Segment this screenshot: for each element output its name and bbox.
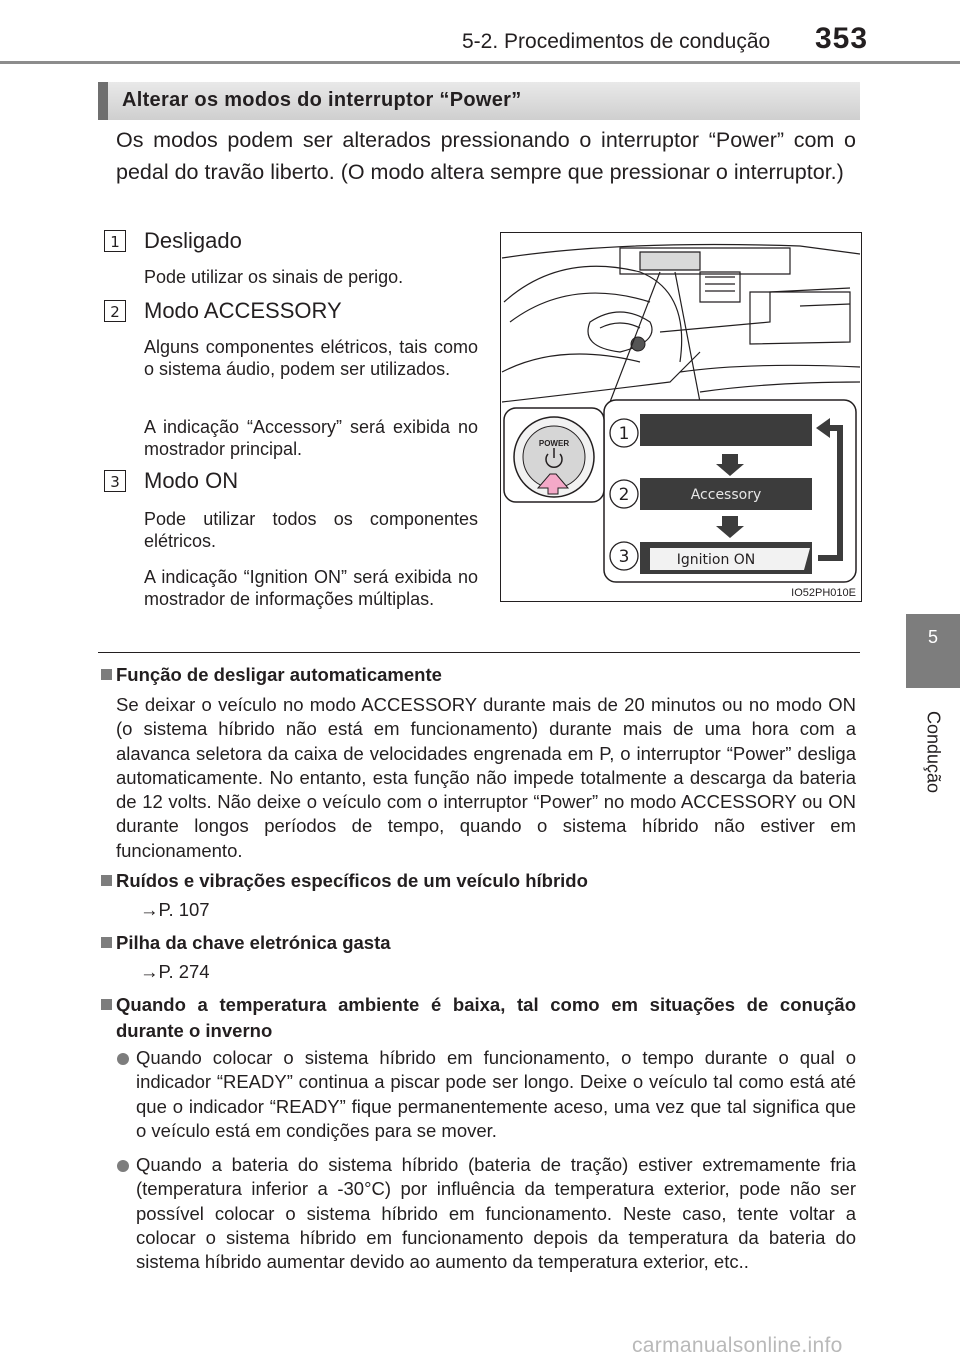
chapter-tab-number: 5 <box>906 614 960 688</box>
note-2-ref: →P. 107 <box>140 899 210 920</box>
note-4-title: Quando a temperatura ambiente é baixa, tal como em situações de conução durante o inverno <box>116 994 856 1041</box>
section-title-bar <box>98 82 860 120</box>
note-4-bullet-2: Quando a bateria do sistema híbrido (bateria de tração) estiver extremamente fria (temperatura inferior a -30°C) por influência da temperatura exterior, pode não ser possível colocar o sistema híbrido em funcionamento. Neste caso, tente voltar a colocar o sistema híbrido em funcionamento depois da temperatura da bateria do sistema híbrido aumentar devido ao aumento da temperatura exterior, etc.. <box>136 1154 856 1273</box>
display-off <box>640 414 812 446</box>
step-3-desc-a: Pode utilizar todos os componentes elétricos. <box>144 509 478 551</box>
header-rule <box>0 61 960 64</box>
display-ignition-text: Ignition ON <box>676 552 756 568</box>
chapter-tab-label <box>906 688 960 818</box>
callout-2-label: 2 <box>618 485 630 505</box>
note-3-title: Pilha da chave eletrónica gasta <box>116 932 391 953</box>
step-1-desc: Pode utilizar os sinais de perigo. <box>144 267 404 287</box>
step-1-number: 1 <box>104 230 126 252</box>
running-header-section: 5-2. Procedimentos de condução <box>462 30 771 53</box>
dashboard-diagram <box>500 232 862 602</box>
note-bullet-square <box>101 875 112 886</box>
divider-rule <box>98 652 860 653</box>
power-switch-illustration <box>500 232 862 602</box>
step-2-desc-b: A indicação “Accessory” será exibida no mostrador principal. <box>144 417 478 459</box>
step-3-number: 3 <box>104 470 126 492</box>
display-accessory-text: Accessory <box>690 487 762 503</box>
note-3-ref: →P. 274 <box>140 961 210 982</box>
note-1-body: Se deixar o veículo no modo ACCESSORY durante mais de 20 minutos ou no modo ON (o sistema híbrido não está em funcionamento) durante mais de uma hora com a alavanca seletora da caixa de velocidades engrenada em P, o interruptor “Power” desliga automaticamente. No entanto, esta função não impede totalmente a descarga da bateria de 12 volts. Não deixe o veículo com o interruptor “Power” no modo ACCESSORY ou ON durante longos períodos de tempo, quando o sistema híbrido não estiver em funcionamento. <box>116 694 856 861</box>
step-2-desc-a: Alguns componentes elétricos, tais como o sistema áudio, podem ser utilizados. <box>144 337 478 379</box>
callout-1-label: 1 <box>618 424 630 444</box>
note-4-bullet-1: Quando colocar o sistema híbrido em funcionamento, o tempo durante o qual o indicador “READY” continua a piscar pode ser longo. Deixe o veículo tal como está até que o indicador “READY” fique permanentemente aceso, uma vez que tal significa que o veículo está em condições para se mover. <box>136 1047 856 1141</box>
callout-3-label: 3 <box>618 547 630 567</box>
intro-paragraph: Os modos podem ser alterados pressionando o interruptor “Power” com o pedal do travão liberto. (O modo altera sempre que pressionar o interruptor.) <box>116 128 856 184</box>
step-1-title: Desligado <box>144 228 242 253</box>
power-label: POWER <box>538 439 570 448</box>
chapter-tab-label-text: Condução <box>923 710 944 794</box>
figure-code: IO52PH010E <box>791 587 856 599</box>
watermark: carmanualsonline.info <box>632 1334 843 1357</box>
step-3-desc-b: A indicação “Ignition ON” será exibida no mostrador de informações múltiplas. <box>144 567 478 609</box>
page-number: 353 <box>815 22 869 55</box>
step-2-number: 2 <box>104 300 126 322</box>
dash-power-button <box>631 337 645 351</box>
step-3-title: Modo ON <box>144 468 239 493</box>
note-2-title: Ruídos e vibrações específicos de um veículo híbrido <box>116 870 588 891</box>
note-1-title: Função de desligar automaticamente <box>116 664 442 685</box>
note-bullet-square <box>101 999 112 1010</box>
note-bullet-square <box>101 937 112 948</box>
bullet-dot <box>117 1053 129 1065</box>
section-title: Alterar os modos do interruptor “Power” <box>122 89 522 111</box>
note-bullet-square <box>101 669 112 680</box>
step-2-title: Modo ACCESSORY <box>144 298 342 323</box>
bullet-dot <box>117 1160 129 1172</box>
